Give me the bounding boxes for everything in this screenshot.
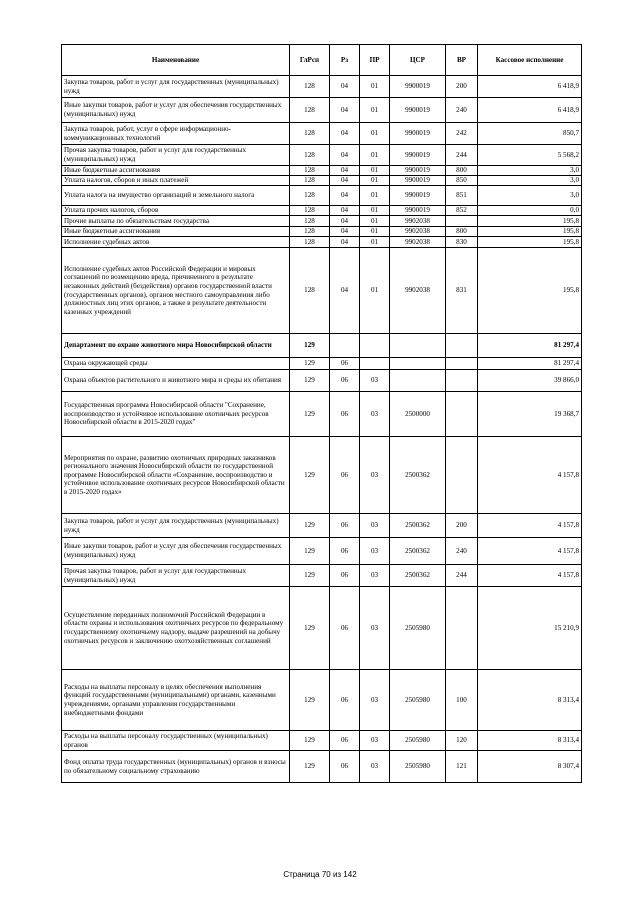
row-csr: 2500362	[390, 437, 446, 514]
row-pr: 03	[360, 751, 390, 783]
row-amount: 5 568,2	[478, 145, 582, 166]
table-row	[62, 227, 582, 237]
row-amount: 8 307,4	[478, 751, 582, 783]
row-glrsp: 129	[290, 731, 330, 751]
row-pr: 03	[360, 370, 390, 392]
row-vr: 800	[446, 227, 478, 237]
row-pr: 01	[360, 76, 390, 98]
table-row	[62, 670, 582, 731]
table-row	[62, 514, 582, 538]
row-pr: 01	[360, 166, 390, 176]
row-glrsp: 128	[290, 248, 330, 334]
row-vr	[446, 358, 478, 370]
row-amount: 6 418,9	[478, 98, 582, 123]
row-name: Охрана объектов растительного и животного мира и среды их обитания	[62, 370, 290, 392]
row-name: Расходы на выплаты персоналу государственных (муниципальных) органов	[62, 731, 290, 751]
row-csr: 2505980	[390, 731, 446, 751]
table-row	[62, 176, 582, 186]
table-row	[62, 123, 582, 145]
page-number: Страница 70 из 142	[283, 870, 357, 879]
row-vr: 100	[446, 670, 478, 731]
row-amount: 195,8	[478, 237, 582, 248]
column-header: Наименование	[62, 45, 290, 76]
row-amount: 8 313,4	[478, 670, 582, 731]
row-rz: 04	[330, 216, 360, 227]
table-row	[62, 392, 582, 437]
row-csr	[390, 358, 446, 370]
row-glrsp: 128	[290, 176, 330, 186]
row-rz: 04	[330, 145, 360, 166]
row-rz	[330, 334, 360, 358]
row-amount: 4 157,8	[478, 565, 582, 587]
row-name: Осуществление переданных полномочий Российской Федерации в области охраны и использования охотничьих ресурсов по федеральному государственному охотничьему надзору, выдаче разрешений на добычу охотничьих ресурсов и заключению охотхозяйственных соглашений	[62, 587, 290, 670]
row-csr	[390, 334, 446, 358]
row-csr: 2500362	[390, 514, 446, 538]
column-header: Кассовое исполнение	[478, 45, 582, 76]
row-vr: 240	[446, 538, 478, 565]
row-csr: 9902038	[390, 227, 446, 237]
table-row	[62, 751, 582, 783]
row-rz: 06	[330, 670, 360, 731]
row-name: Закупка товаров, работ и услуг для государственных (муниципальных) нужд	[62, 76, 290, 98]
table-row	[62, 587, 582, 670]
row-vr: 851	[446, 186, 478, 206]
row-pr: 01	[360, 248, 390, 334]
row-pr: 01	[360, 237, 390, 248]
row-vr: 200	[446, 514, 478, 538]
table-row	[62, 216, 582, 227]
row-rz: 04	[330, 98, 360, 123]
row-pr	[360, 334, 390, 358]
row-rz: 04	[330, 248, 360, 334]
row-csr: 9900019	[390, 123, 446, 145]
row-pr: 01	[360, 206, 390, 216]
row-vr: 244	[446, 145, 478, 166]
row-csr: 9900019	[390, 176, 446, 186]
row-glrsp: 128	[290, 216, 330, 227]
row-csr: 2505980	[390, 587, 446, 670]
row-amount: 81 297,4	[478, 334, 582, 358]
row-rz: 06	[330, 587, 360, 670]
row-rz: 06	[330, 358, 360, 370]
row-rz: 04	[330, 123, 360, 145]
row-name: Мероприятия по охране, развитию охотничьих природных заказников регионального значения Новосибирской области по государственной программе Новосибирской области «Сохранение, воспроизводство и устойчивое использование охотничьих ресурсов Новосибирской области в 2015-2020 годах»	[62, 437, 290, 514]
table-row	[62, 334, 582, 358]
row-csr: 9900019	[390, 98, 446, 123]
row-name: Уплата прочих налогов, сборов	[62, 206, 290, 216]
row-glrsp: 128	[290, 237, 330, 248]
row-amount: 6 418,9	[478, 76, 582, 98]
row-glrsp: 129	[290, 358, 330, 370]
row-name: Государственная программа Новосибирской области "Сохранение, воспроизводство и устойчивое использование охотничьих ресурсов Новосибирской области в 2015-2020 годах"	[62, 392, 290, 437]
row-name: Исполнение судебных актов	[62, 237, 290, 248]
table-row	[62, 538, 582, 565]
column-header: Рз	[330, 45, 360, 76]
row-amount: 195,8	[478, 248, 582, 334]
row-glrsp: 129	[290, 370, 330, 392]
table-row	[62, 731, 582, 751]
row-rz: 04	[330, 206, 360, 216]
row-rz: 06	[330, 538, 360, 565]
row-rz: 06	[330, 731, 360, 751]
row-vr: 244	[446, 565, 478, 587]
row-csr: 9902038	[390, 248, 446, 334]
row-vr	[446, 216, 478, 227]
row-glrsp: 128	[290, 227, 330, 237]
row-rz: 06	[330, 437, 360, 514]
row-amount: 81 297,4	[478, 358, 582, 370]
row-rz: 04	[330, 237, 360, 248]
row-glrsp: 128	[290, 145, 330, 166]
row-name: Иные закупки товаров, работ и услуг для обеспечения государственных (муниципальных) нужд	[62, 538, 290, 565]
row-glrsp: 129	[290, 565, 330, 587]
row-amount: 0,0	[478, 206, 582, 216]
row-vr	[446, 587, 478, 670]
row-pr: 03	[360, 565, 390, 587]
row-csr: 2500362	[390, 538, 446, 565]
table-header	[62, 45, 582, 76]
row-amount: 3,0	[478, 186, 582, 206]
row-vr: 831	[446, 248, 478, 334]
row-amount: 195,8	[478, 216, 582, 227]
row-name: Расходы на выплаты персоналу в целях обеспечения выполнения функций государственными (муниципальными) органами, казенными учреждениями, органами управления государственными внебюджетными фондами	[62, 670, 290, 731]
row-glrsp: 129	[290, 751, 330, 783]
column-header: ВР	[446, 45, 478, 76]
row-pr: 01	[360, 98, 390, 123]
row-amount: 15 210,9	[478, 587, 582, 670]
row-name: Прочая закупка товаров, работ и услуг для государственных (муниципальных) нужд	[62, 145, 290, 166]
row-rz: 04	[330, 166, 360, 176]
row-csr: 2505980	[390, 670, 446, 731]
row-name: Исполнение судебных актов Российской Федерации и мировых соглашений по возмещению вреда, причиненного в результате незаконных действий (бездействия) органов государственной власти (государственных органов), органов местного самоуправления либо должностных лиц этих органов, а также в результате деятельности казенных учреждений	[62, 248, 290, 334]
row-name: Фонд оплаты труда государственных (муниципальных) органов и взносы по обязательному социальному страхованию	[62, 751, 290, 783]
row-vr: 240	[446, 98, 478, 123]
table-row	[62, 437, 582, 514]
row-vr	[446, 370, 478, 392]
row-pr: 03	[360, 670, 390, 731]
row-name: Прочая закупка товаров, работ и услуг для государственных (муниципальных) нужд	[62, 565, 290, 587]
row-name: Иные бюджетные ассигнования	[62, 166, 290, 176]
row-pr: 01	[360, 186, 390, 206]
row-pr	[360, 358, 390, 370]
row-csr: 9900019	[390, 186, 446, 206]
row-vr: 852	[446, 206, 478, 216]
row-glrsp: 128	[290, 186, 330, 206]
table-body	[62, 76, 582, 783]
table-row	[62, 358, 582, 370]
row-glrsp: 128	[290, 123, 330, 145]
row-glrsp: 129	[290, 670, 330, 731]
row-glrsp: 128	[290, 76, 330, 98]
row-name: Департамент по охране животного мира Новосибирской области	[62, 334, 290, 358]
row-glrsp: 129	[290, 587, 330, 670]
column-header: ЦСР	[390, 45, 446, 76]
row-pr: 03	[360, 538, 390, 565]
row-csr: 9900019	[390, 166, 446, 176]
row-glrsp: 129	[290, 437, 330, 514]
row-name: Иные бюджетные ассигнования	[62, 227, 290, 237]
row-name: Уплата налога на имущество организаций и земельного налога	[62, 186, 290, 206]
row-name: Охрана окружающей среды	[62, 358, 290, 370]
table-row	[62, 565, 582, 587]
row-pr: 03	[360, 731, 390, 751]
row-csr: 9900019	[390, 76, 446, 98]
row-glrsp: 129	[290, 538, 330, 565]
table-row	[62, 98, 582, 123]
row-csr: 2500362	[390, 565, 446, 587]
row-vr: 850	[446, 176, 478, 186]
row-amount: 19 368,7	[478, 392, 582, 437]
row-rz: 06	[330, 392, 360, 437]
row-rz: 06	[330, 565, 360, 587]
row-pr: 01	[360, 216, 390, 227]
row-rz: 06	[330, 514, 360, 538]
row-amount: 195,8	[478, 227, 582, 237]
table-row	[62, 237, 582, 248]
row-rz: 04	[330, 227, 360, 237]
table-row	[62, 166, 582, 176]
row-pr: 03	[360, 392, 390, 437]
row-vr: 120	[446, 731, 478, 751]
row-name: Иные закупки товаров, работ и услуг для обеспечения государственных (муниципальных) нужд	[62, 98, 290, 123]
row-vr: 200	[446, 76, 478, 98]
row-csr: 9902038	[390, 237, 446, 248]
row-amount: 3,0	[478, 166, 582, 176]
row-csr: 9902038	[390, 216, 446, 227]
row-name: Закупка товаров, работ и услуг для государственных (муниципальных) нужд	[62, 514, 290, 538]
row-vr	[446, 392, 478, 437]
row-amount: 39 866,0	[478, 370, 582, 392]
row-glrsp: 128	[290, 206, 330, 216]
header-row	[62, 45, 582, 76]
row-pr: 01	[360, 145, 390, 166]
row-glrsp: 129	[290, 334, 330, 358]
row-pr: 03	[360, 437, 390, 514]
row-rz: 06	[330, 370, 360, 392]
row-rz: 06	[330, 751, 360, 783]
row-pr: 01	[360, 123, 390, 145]
row-csr	[390, 370, 446, 392]
row-glrsp: 129	[290, 514, 330, 538]
row-name: Уплата налогов, сборов и иных платежей	[62, 176, 290, 186]
column-header: ГлРсп	[290, 45, 330, 76]
row-vr: 121	[446, 751, 478, 783]
row-vr: 800	[446, 166, 478, 176]
row-glrsp: 129	[290, 392, 330, 437]
row-vr: 242	[446, 123, 478, 145]
row-rz: 04	[330, 76, 360, 98]
row-amount: 4 157,8	[478, 514, 582, 538]
row-vr	[446, 334, 478, 358]
column-header: ПР	[360, 45, 390, 76]
row-vr: 830	[446, 237, 478, 248]
table-row	[62, 76, 582, 98]
row-rz: 04	[330, 176, 360, 186]
row-amount: 850,7	[478, 123, 582, 145]
row-csr: 2500000	[390, 392, 446, 437]
row-amount: 8 313,4	[478, 731, 582, 751]
table-row	[62, 206, 582, 216]
row-pr: 03	[360, 587, 390, 670]
row-pr: 01	[360, 227, 390, 237]
row-csr: 9900019	[390, 206, 446, 216]
row-csr: 9900019	[390, 145, 446, 166]
row-csr: 2505980	[390, 751, 446, 783]
row-name: Закупка товаров, работ, услуг в сфере информационно-коммуникационных технологий	[62, 123, 290, 145]
row-pr: 03	[360, 514, 390, 538]
table-row	[62, 248, 582, 334]
row-glrsp: 128	[290, 166, 330, 176]
row-vr	[446, 437, 478, 514]
row-rz: 04	[330, 186, 360, 206]
table-row	[62, 186, 582, 206]
row-amount: 3,0	[478, 176, 582, 186]
row-amount: 4 157,8	[478, 437, 582, 514]
row-amount: 4 157,8	[478, 538, 582, 565]
row-pr: 01	[360, 176, 390, 186]
budget-table	[61, 44, 582, 783]
table-row	[62, 145, 582, 166]
row-glrsp: 128	[290, 98, 330, 123]
row-name: Прочие выплаты по обязательствам государства	[62, 216, 290, 227]
table-row	[62, 370, 582, 392]
